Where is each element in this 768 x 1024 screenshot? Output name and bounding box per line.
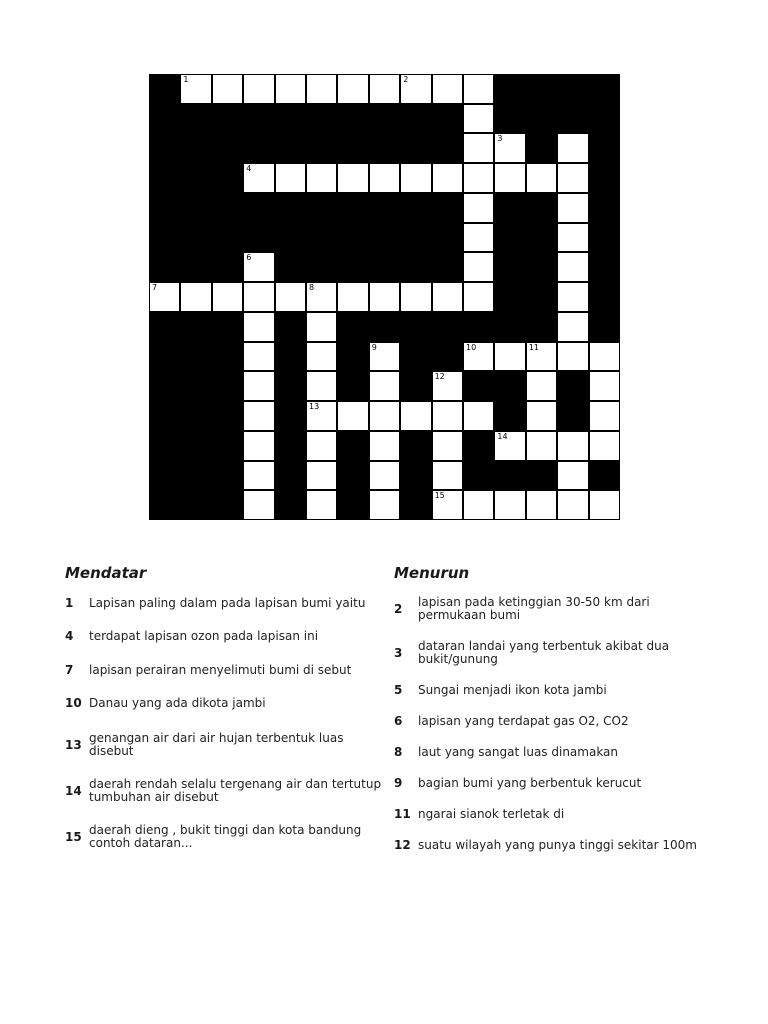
crossword-block bbox=[494, 401, 525, 431]
crossword-cell[interactable] bbox=[463, 401, 494, 431]
clue-number: 10 bbox=[65, 696, 82, 710]
crossword-block bbox=[180, 193, 211, 223]
crossword-cell[interactable] bbox=[494, 163, 525, 193]
crossword-block bbox=[212, 163, 243, 193]
across-clue-item bbox=[65, 629, 385, 643]
crossword-block bbox=[369, 252, 400, 282]
crossword-block bbox=[369, 193, 400, 223]
crossword-cell[interactable] bbox=[400, 282, 431, 312]
crossword-cell[interactable] bbox=[494, 133, 525, 163]
crossword-cell[interactable] bbox=[463, 223, 494, 253]
crossword-cell[interactable] bbox=[306, 461, 337, 491]
crossword-block bbox=[400, 252, 431, 282]
crossword-block bbox=[463, 431, 494, 461]
crossword-block bbox=[589, 163, 620, 193]
down-clue-item bbox=[394, 776, 714, 790]
crossword-block bbox=[494, 104, 525, 134]
crossword-cell[interactable] bbox=[526, 163, 557, 193]
down-clue-item bbox=[394, 807, 714, 821]
crossword-block bbox=[557, 371, 588, 401]
crossword-block bbox=[400, 312, 431, 342]
down-clue-item bbox=[394, 714, 714, 728]
clue-text: daerah dieng , bukit tinggi dan kota bandung contoh dataran... bbox=[89, 823, 362, 850]
crossword-cell[interactable] bbox=[432, 163, 463, 193]
crossword-block bbox=[275, 312, 306, 342]
crossword-block bbox=[306, 252, 337, 282]
crossword-block bbox=[400, 104, 431, 134]
crossword-block bbox=[337, 490, 368, 520]
crossword-cell[interactable] bbox=[180, 282, 211, 312]
crossword-cell[interactable] bbox=[243, 252, 274, 282]
crossword-block bbox=[589, 312, 620, 342]
crossword-block bbox=[526, 223, 557, 253]
crossword-block bbox=[589, 193, 620, 223]
crossword-block bbox=[337, 223, 368, 253]
down-clue-item bbox=[394, 640, 714, 666]
crossword-block bbox=[337, 133, 368, 163]
cell-number: 1 bbox=[183, 75, 189, 84]
crossword-block bbox=[275, 223, 306, 253]
crossword-block bbox=[275, 371, 306, 401]
crossword-cell[interactable] bbox=[432, 282, 463, 312]
crossword-cell[interactable] bbox=[589, 490, 620, 520]
crossword-cell[interactable] bbox=[149, 282, 180, 312]
crossword-block bbox=[557, 74, 588, 104]
crossword-block bbox=[589, 282, 620, 312]
cell-number: 11 bbox=[528, 342, 539, 352]
crossword-cell[interactable] bbox=[369, 342, 400, 372]
crossword-grid bbox=[149, 74, 620, 520]
crossword-block bbox=[369, 133, 400, 163]
crossword-cell[interactable] bbox=[463, 193, 494, 223]
crossword-cell[interactable] bbox=[243, 74, 274, 104]
crossword-block bbox=[180, 342, 211, 372]
crossword-cell[interactable] bbox=[369, 371, 400, 401]
crossword-block bbox=[589, 461, 620, 491]
cell-number: 12 bbox=[434, 372, 445, 382]
crossword-block bbox=[526, 252, 557, 282]
cell-number: 7 bbox=[152, 283, 158, 293]
clue-number: 14 bbox=[65, 784, 82, 798]
down-clue-item bbox=[394, 683, 714, 697]
crossword-block bbox=[432, 312, 463, 342]
crossword-block bbox=[306, 223, 337, 253]
clue-text: lapisan yang terdapat gas O2, CO2 bbox=[418, 713, 629, 728]
clue-text: Sungai menjadi ikon kota jambi bbox=[418, 682, 607, 697]
cell-number: 10 bbox=[465, 342, 477, 352]
crossword-cell[interactable] bbox=[463, 490, 494, 520]
across-clues bbox=[65, 562, 385, 850]
crossword-cell[interactable] bbox=[463, 342, 494, 372]
crossword-block bbox=[432, 133, 463, 163]
crossword-cell[interactable] bbox=[463, 104, 494, 134]
crossword-block bbox=[369, 312, 400, 342]
crossword-cell[interactable] bbox=[526, 371, 557, 401]
crossword-block bbox=[557, 104, 588, 134]
crossword-block bbox=[400, 490, 431, 520]
crossword-block bbox=[149, 490, 180, 520]
crossword-cell[interactable] bbox=[400, 74, 431, 104]
crossword-cell[interactable] bbox=[243, 342, 274, 372]
crossword-cell[interactable] bbox=[557, 431, 588, 461]
crossword-cell[interactable] bbox=[432, 74, 463, 104]
crossword-block bbox=[212, 312, 243, 342]
crossword-block bbox=[180, 312, 211, 342]
crossword-block bbox=[275, 490, 306, 520]
crossword-block bbox=[180, 163, 211, 193]
cell-number: 8 bbox=[308, 283, 315, 293]
crossword-block bbox=[432, 223, 463, 253]
crossword-block bbox=[400, 193, 431, 223]
crossword-block bbox=[275, 193, 306, 223]
crossword-block bbox=[337, 461, 368, 491]
crossword-block bbox=[180, 252, 211, 282]
clue-number: 9 bbox=[394, 776, 403, 790]
clue-number: 2 bbox=[394, 602, 403, 616]
crossword-block bbox=[180, 461, 211, 491]
crossword-block bbox=[463, 371, 494, 401]
crossword-block bbox=[494, 223, 525, 253]
crossword-block bbox=[589, 74, 620, 104]
cell-number: 14 bbox=[497, 431, 508, 441]
crossword-block bbox=[180, 401, 211, 431]
down-clue-item bbox=[394, 838, 714, 852]
crossword-cell[interactable] bbox=[212, 282, 243, 312]
crossword-block bbox=[337, 193, 368, 223]
cell-number: 15 bbox=[434, 491, 445, 501]
crossword-block bbox=[337, 104, 368, 134]
crossword-cell[interactable] bbox=[243, 401, 274, 431]
crossword-cell[interactable] bbox=[243, 490, 274, 520]
crossword-cell[interactable] bbox=[306, 342, 337, 372]
crossword-cell[interactable] bbox=[557, 252, 588, 282]
crossword-block bbox=[400, 431, 431, 461]
crossword-block bbox=[212, 342, 243, 372]
crossword-block bbox=[400, 461, 431, 491]
crossword-block bbox=[337, 312, 368, 342]
crossword-block bbox=[432, 252, 463, 282]
crossword-cell[interactable] bbox=[589, 431, 620, 461]
crossword-block bbox=[589, 133, 620, 163]
crossword-block bbox=[400, 342, 431, 372]
crossword-cell[interactable] bbox=[589, 371, 620, 401]
crossword-block bbox=[494, 252, 525, 282]
crossword-cell[interactable] bbox=[369, 74, 400, 104]
clue-text: suatu wilayah yang punya tinggi sekitar 100m bbox=[418, 837, 697, 852]
crossword-block bbox=[337, 371, 368, 401]
crossword-cell[interactable] bbox=[400, 401, 431, 431]
crossword-block bbox=[212, 133, 243, 163]
crossword-block bbox=[494, 74, 525, 104]
crossword-block bbox=[275, 252, 306, 282]
crossword-cell[interactable] bbox=[400, 163, 431, 193]
crossword-cell[interactable] bbox=[337, 74, 368, 104]
cell-number: 2 bbox=[403, 75, 409, 84]
crossword-block bbox=[180, 490, 211, 520]
clue-text: terdapat lapisan ozon pada lapisan ini bbox=[89, 628, 319, 643]
crossword-cell[interactable] bbox=[557, 223, 588, 253]
clue-number: 12 bbox=[394, 838, 411, 852]
crossword-cell[interactable] bbox=[275, 163, 306, 193]
crossword-block bbox=[432, 342, 463, 372]
crossword-cell[interactable] bbox=[557, 282, 588, 312]
crossword-cell[interactable] bbox=[432, 490, 463, 520]
crossword-cell[interactable] bbox=[369, 431, 400, 461]
cell-number: 6 bbox=[246, 253, 252, 263]
crossword-cell[interactable] bbox=[369, 163, 400, 193]
crossword-block bbox=[149, 252, 180, 282]
across-clue-item bbox=[65, 596, 385, 610]
crossword-block bbox=[526, 312, 557, 342]
crossword-block bbox=[589, 223, 620, 253]
crossword-cell[interactable] bbox=[557, 342, 588, 372]
crossword-cell[interactable] bbox=[243, 312, 274, 342]
crossword-block bbox=[463, 461, 494, 491]
crossword-cell[interactable] bbox=[557, 312, 588, 342]
crossword-block bbox=[149, 431, 180, 461]
crossword-block bbox=[212, 252, 243, 282]
crossword-cell[interactable] bbox=[463, 282, 494, 312]
crossword-cell[interactable] bbox=[526, 490, 557, 520]
crossword-block bbox=[212, 461, 243, 491]
crossword-block bbox=[149, 401, 180, 431]
crossword-block bbox=[275, 104, 306, 134]
clue-number: 5 bbox=[394, 683, 403, 697]
crossword-block bbox=[494, 371, 525, 401]
crossword-block bbox=[149, 104, 180, 134]
crossword-block bbox=[180, 223, 211, 253]
crossword-cell[interactable] bbox=[557, 133, 588, 163]
crossword-block bbox=[180, 431, 211, 461]
crossword-cell[interactable] bbox=[306, 163, 337, 193]
crossword-block bbox=[212, 223, 243, 253]
crossword-cell[interactable] bbox=[180, 74, 211, 104]
crossword-cell[interactable] bbox=[557, 461, 588, 491]
across-clue-item bbox=[65, 824, 385, 850]
crossword-cell[interactable] bbox=[243, 163, 274, 193]
crossword-cell[interactable] bbox=[306, 371, 337, 401]
crossword-cell[interactable] bbox=[369, 490, 400, 520]
crossword-block bbox=[149, 461, 180, 491]
crossword-block bbox=[212, 401, 243, 431]
crossword-block bbox=[149, 193, 180, 223]
crossword-block bbox=[400, 133, 431, 163]
crossword-cell[interactable] bbox=[306, 431, 337, 461]
crossword-block bbox=[149, 133, 180, 163]
clue-number: 3 bbox=[394, 646, 403, 660]
crossword-block bbox=[275, 133, 306, 163]
across-heading: Mendatar bbox=[65, 564, 147, 582]
clue-number: 1 bbox=[65, 596, 74, 610]
clue-text: laut yang sangat luas dinamakan bbox=[418, 744, 619, 759]
clue-number: 13 bbox=[65, 738, 82, 752]
crossword-block bbox=[526, 74, 557, 104]
clue-text: ngarai sianok terletak di bbox=[418, 806, 565, 821]
crossword-block bbox=[180, 371, 211, 401]
crossword-block bbox=[275, 431, 306, 461]
crossword-cell[interactable] bbox=[589, 401, 620, 431]
crossword-block bbox=[337, 252, 368, 282]
clue-text: bagian bumi yang berbentuk kerucut bbox=[418, 775, 642, 790]
crossword-block bbox=[400, 371, 431, 401]
crossword-cell[interactable] bbox=[494, 431, 525, 461]
crossword-block bbox=[526, 104, 557, 134]
crossword-block bbox=[526, 133, 557, 163]
crossword-cell[interactable] bbox=[306, 74, 337, 104]
crossword-block bbox=[212, 490, 243, 520]
crossword-cell[interactable] bbox=[275, 74, 306, 104]
crossword-cell[interactable] bbox=[243, 371, 274, 401]
crossword-block bbox=[149, 223, 180, 253]
crossword-cell[interactable] bbox=[369, 401, 400, 431]
down-heading: Menurun bbox=[394, 564, 470, 582]
down-clue-item bbox=[394, 745, 714, 759]
crossword-block bbox=[306, 193, 337, 223]
down-clue-item bbox=[394, 596, 714, 622]
clue-text: lapisan pada ketinggian 30-50 km dari permukaan bumi bbox=[418, 595, 650, 622]
crossword-block bbox=[494, 461, 525, 491]
crossword-cell[interactable] bbox=[369, 282, 400, 312]
crossword-block bbox=[212, 371, 243, 401]
crossword-cell[interactable] bbox=[306, 401, 337, 431]
crossword-block bbox=[275, 401, 306, 431]
crossword-block bbox=[212, 431, 243, 461]
crossword-cell[interactable] bbox=[463, 133, 494, 163]
crossword-block bbox=[243, 223, 274, 253]
crossword-block bbox=[180, 133, 211, 163]
crossword-block bbox=[589, 104, 620, 134]
crossword-block bbox=[369, 104, 400, 134]
crossword-block bbox=[589, 252, 620, 282]
crossword-cell[interactable] bbox=[306, 282, 337, 312]
crossword-cell[interactable] bbox=[526, 401, 557, 431]
crossword-block bbox=[149, 312, 180, 342]
clue-number: 15 bbox=[65, 830, 82, 844]
crossword-cell[interactable] bbox=[212, 74, 243, 104]
crossword-cell[interactable] bbox=[243, 461, 274, 491]
crossword-cell[interactable] bbox=[526, 431, 557, 461]
crossword-block bbox=[432, 193, 463, 223]
crossword-block bbox=[337, 342, 368, 372]
crossword-block bbox=[212, 193, 243, 223]
crossword-cell[interactable] bbox=[494, 342, 525, 372]
crossword-block bbox=[212, 104, 243, 134]
crossword-cell[interactable] bbox=[337, 282, 368, 312]
crossword-block bbox=[526, 193, 557, 223]
crossword-cell[interactable] bbox=[494, 490, 525, 520]
crossword-block bbox=[243, 104, 274, 134]
crossword-block bbox=[243, 193, 274, 223]
crossword-block bbox=[149, 371, 180, 401]
cell-number: 4 bbox=[246, 164, 252, 174]
clue-number: 6 bbox=[394, 714, 403, 728]
crossword-block bbox=[494, 193, 525, 223]
crossword-block bbox=[337, 431, 368, 461]
crossword-cell[interactable] bbox=[557, 193, 588, 223]
crossword-cell[interactable] bbox=[306, 490, 337, 520]
cell-number: 5 bbox=[590, 222, 596, 232]
crossword-block bbox=[306, 104, 337, 134]
clue-number: 8 bbox=[394, 745, 403, 759]
clue-text: Lapisan paling dalam pada lapisan bumi yaitu bbox=[89, 595, 366, 610]
crossword-block bbox=[243, 133, 274, 163]
crossword-block bbox=[180, 104, 211, 134]
crossword-block bbox=[526, 461, 557, 491]
crossword-block bbox=[306, 133, 337, 163]
crossword-cell[interactable] bbox=[463, 74, 494, 104]
clue-text: daerah rendah selalu tergenang air dan tertutup tumbuhan air disebut bbox=[89, 777, 382, 804]
cell-number: 9 bbox=[371, 342, 377, 352]
crossword-block bbox=[494, 282, 525, 312]
clue-text: dataran landai yang terbentuk akibat dua bukit/gunung bbox=[418, 639, 670, 666]
crossword-cell[interactable] bbox=[432, 461, 463, 491]
crossword-cell[interactable] bbox=[432, 401, 463, 431]
crossword-block bbox=[526, 282, 557, 312]
across-clue-item bbox=[65, 663, 385, 677]
clue-text: lapisan perairan menyelimuti bumi di sebut bbox=[89, 662, 352, 677]
crossword-block bbox=[432, 104, 463, 134]
crossword-block bbox=[149, 342, 180, 372]
crossword-cell[interactable] bbox=[306, 312, 337, 342]
clue-number: 11 bbox=[394, 807, 411, 821]
cell-number: 13 bbox=[308, 402, 320, 412]
crossword-cell[interactable] bbox=[463, 163, 494, 193]
across-clue-item bbox=[65, 696, 385, 710]
crossword-cell[interactable] bbox=[526, 342, 557, 372]
crossword-block bbox=[400, 223, 431, 253]
crossword-block bbox=[463, 312, 494, 342]
crossword-cell[interactable] bbox=[589, 342, 620, 372]
cell-number: 3 bbox=[497, 134, 503, 144]
crossword-cell[interactable] bbox=[275, 282, 306, 312]
crossword-block bbox=[275, 342, 306, 372]
crossword-cell[interactable] bbox=[463, 252, 494, 282]
crossword-cell[interactable] bbox=[557, 163, 588, 193]
clue-text: Danau yang ada dikota jambi bbox=[89, 695, 266, 710]
crossword-cell[interactable] bbox=[557, 490, 588, 520]
crossword-block bbox=[149, 74, 180, 104]
crossword-cell[interactable] bbox=[432, 371, 463, 401]
crossword-cell[interactable] bbox=[243, 431, 274, 461]
crossword-cell[interactable] bbox=[243, 282, 274, 312]
down-clues bbox=[394, 562, 714, 852]
across-clue-item bbox=[65, 732, 385, 758]
crossword-cell[interactable] bbox=[432, 431, 463, 461]
crossword-block bbox=[149, 163, 180, 193]
clue-number: 4 bbox=[65, 629, 74, 643]
crossword-block bbox=[494, 312, 525, 342]
crossword-cell[interactable] bbox=[337, 163, 368, 193]
clue-text: genangan air dari air hujan terbentuk luas disebut bbox=[89, 731, 344, 758]
crossword-cell[interactable] bbox=[369, 461, 400, 491]
across-clue-item bbox=[65, 778, 385, 804]
crossword-block bbox=[557, 401, 588, 431]
crossword-block bbox=[275, 461, 306, 491]
crossword-block bbox=[369, 223, 400, 253]
crossword-cell[interactable] bbox=[337, 401, 368, 431]
clue-number: 7 bbox=[65, 663, 74, 677]
